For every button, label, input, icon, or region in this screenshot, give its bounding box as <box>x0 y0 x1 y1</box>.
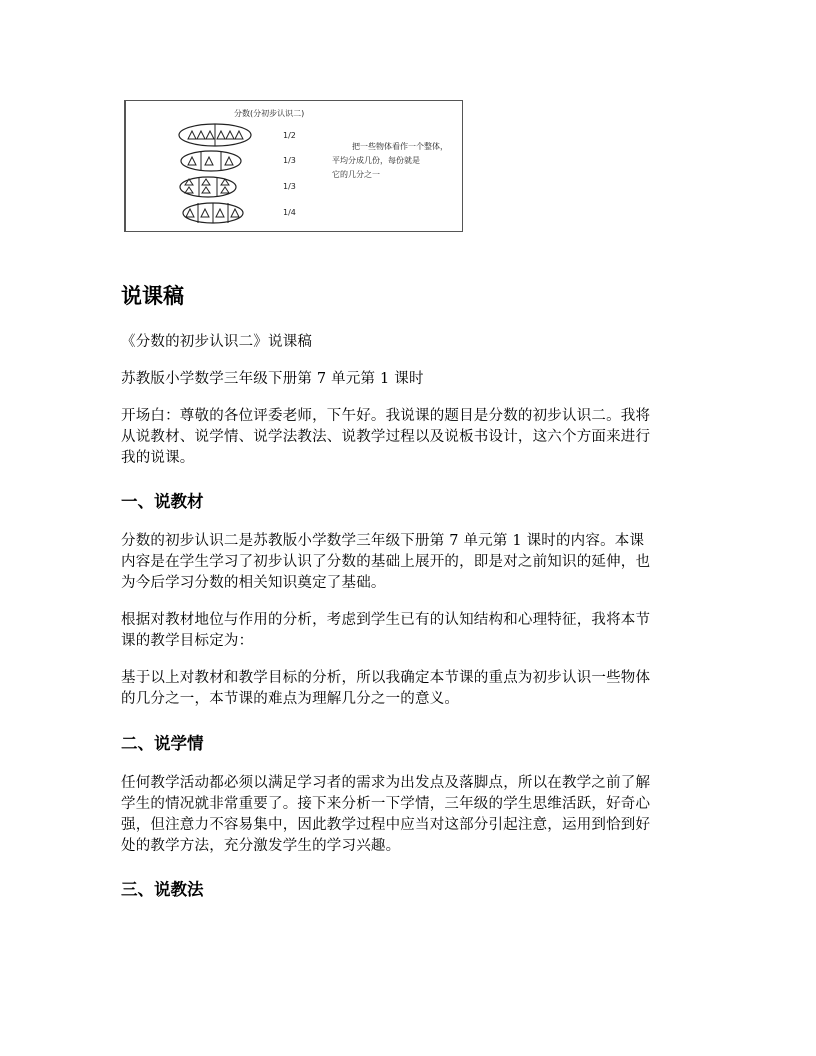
subtitle: 《分数的初步认识二》说课稿 <box>121 334 313 350</box>
figure-note-line: 把一些物体看作一个整体， <box>352 142 448 151</box>
section1-paragraph-3: 基于以上对教材和教学目标的分析，所以我确定本节课的重点为初步认识一些物体 的几分之一，本节课的难点为理解几分之一的意义。 <box>121 670 651 707</box>
section-heading: 三、说教法 <box>121 880 204 899</box>
section1-paragraph-2: 根据对教材地位与作用的分析，考虑到学生已有的认知结构和心理特征，我将本节 课的教学目标定为： <box>121 612 651 649</box>
unit-line: 苏教版小学数学三年级下册第 7 单元第 1 课时 <box>121 371 424 387</box>
fraction-label: 1/4 <box>283 208 296 217</box>
figure-note-line: 它的几分之一 <box>332 170 380 179</box>
section1-paragraph-1: 分数的初步认识二是苏教版小学数学三年级下册第 7 单元第 1 课时的内容。本课 内容是在学生学习了初步认识了分数的基础上展开的，即是对之前知识的延伸，也 为今后学习分数的相关知识奠定了基础。 <box>121 533 651 591</box>
section-heading: 一、说教材 <box>121 492 204 511</box>
fraction-label: 1/2 <box>283 131 296 140</box>
section2-paragraph-1: 任何教学活动都必须以满足学习者的需求为出发点及落脚点，所以在教学之前了解 学生的情况就非常重要了。接下来分析一下学情，三年级的学生思维活跃，好奇心 强，但注意力不容易集中，因此教学过程中应当对这部分引起注意，运用到恰到好 处的教学方法，充分激发学生的学习兴趣。 <box>121 775 651 854</box>
section-heading: 二、说学情 <box>121 734 204 753</box>
fraction-label: 1/3 <box>283 182 296 191</box>
sketch-figure <box>124 100 463 232</box>
fraction-sketch <box>126 101 462 231</box>
intro-paragraph: 开场白：尊敬的各位评委老师，下午好。我说课的题目是分数的初步认识二。我将 从说教材、说学情、说学法教法、说教学过程以及说板书设计，这六个方面来进行 我的说课。 <box>121 408 651 466</box>
figure-caption: 分数(分初步认识二) <box>234 109 305 118</box>
document-title: 说课稿 <box>121 284 184 308</box>
fraction-label: 1/3 <box>283 156 296 165</box>
figure-note-line: 平均分成几份，每份就是 <box>332 156 420 165</box>
